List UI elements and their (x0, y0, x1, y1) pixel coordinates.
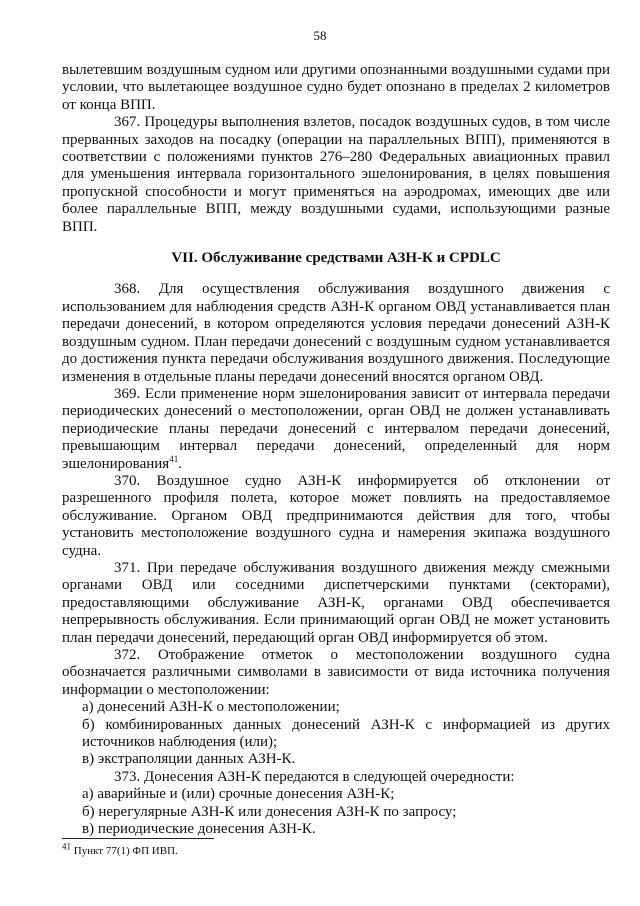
list-item: б) нерегулярные АЗН-К или донесения АЗН-К по запросу; (82, 803, 457, 820)
footnote-text: Пункт 77(1) ФП ИВП. (71, 845, 178, 857)
paragraph-368: 368. Для осуществления обслуживания воздушного движения с использованием для наблюдения средств АЗН-К органом ОВД устанавливается план передачи донесений, в котором определяются условия передачи донесений АЗН-К воздушным судном. План передачи донесений с воздушным судном устанавливается до достижения пункта передачи обслуживания воздушного движения. Последующие изменения в отдельные планы передачи донесений вносятся органом ОВД. (62, 281, 610, 385)
paragraph-371: 371. При передаче обслуживания воздушного движения между смежными органами ОВД или соседними диспетчерскими пунктами (секторами), предоставляющими обслуживание АЗН-К, органами ОВД обеспечивается непрерывность обслуживания. Если принимающий орган ОВД не может установить план передачи донесений, передающий орган ОВД информируется об этом. (62, 559, 610, 646)
paragraph-373: 373. Донесения АЗН-К передаются в следующей очередности: (114, 768, 515, 785)
section-heading: VII. Обслуживание средствами АЗН-К и CPDLC (171, 250, 501, 267)
page-number: 58 (313, 28, 327, 43)
paragraph-367: 367. Процедуры выполнения взлетов, посадок воздушных судов, в том числе прерванных заходов на посадку (операции на параллельных ВПП), применяются в соответствии с положениями пунктов 276–280 Федеральных авиационных правил для уменьшения интервала горизонтального эшелонирования, в целях повышения пропускной способности и могут применяться на аэродромах, имеющих две или более параллельные ВПП, между воздушными судами, использующими разные ВПП. (62, 114, 610, 235)
list-item: а) донесений АЗН-К о местоположении; (82, 699, 340, 716)
footnote-ref: 41 (169, 453, 179, 464)
document-body (62, 62, 610, 838)
paragraph-369-text: 369. Если применение норм эшелонирования зависит от интервала передачи периодических донесений о местоположении, орган ОВД не должен устанавливать периодические планы передачи донесений с интервалом передачи донесений, превышающим интервал передачи донесений, определенный для норм эшелонирования (62, 385, 610, 472)
footnote-mark: 41 (62, 841, 71, 852)
paragraph-372: 372. Отображение отметок о местоположении воздушного судна обозначается различными символами в зависимости от вида источника получения информации о местоположении: (62, 647, 610, 698)
list-item: в) периодические донесения АЗН-К. (82, 821, 316, 838)
paragraph-continuation: вылетевшим воздушным судном или другими опознанными воздушными судами при условии, что вылетающее воздушное судно будет опознано в пределах 2 километров от конца ВПП. (62, 62, 610, 113)
footnote (62, 841, 178, 857)
list-item: б) комбинированных данных донесений АЗН-К с информацией из других источников наблюдения (или); (82, 716, 610, 751)
footnote-divider (62, 838, 214, 839)
paragraph-370: 370. Воздушное судно АЗН-К информируется об отклонении от разрешенного профиля полета, которое может повлиять на предоставляемое обслуживание. Органом ОВД предпринимаются действия для того, чтобы установить местоположение воздушного судна и намерения экипажа воздушного судна. (62, 472, 610, 559)
list-item: в) экстраполяции данных АЗН-К. (82, 751, 296, 768)
list-item: а) аварийные и (или) срочные донесения АЗН-К; (82, 786, 395, 803)
paragraph-369: 369. Если применение норм эшелонирования зависит от интервала передачи периодических донесений о местоположении, орган ОВД не должен устанавливать периодические планы передачи донесений с интервалом передачи донесений, превышающим интервал передачи донесений, определенный для норм эшелонирования$^{41}$. (62, 385, 610, 472)
